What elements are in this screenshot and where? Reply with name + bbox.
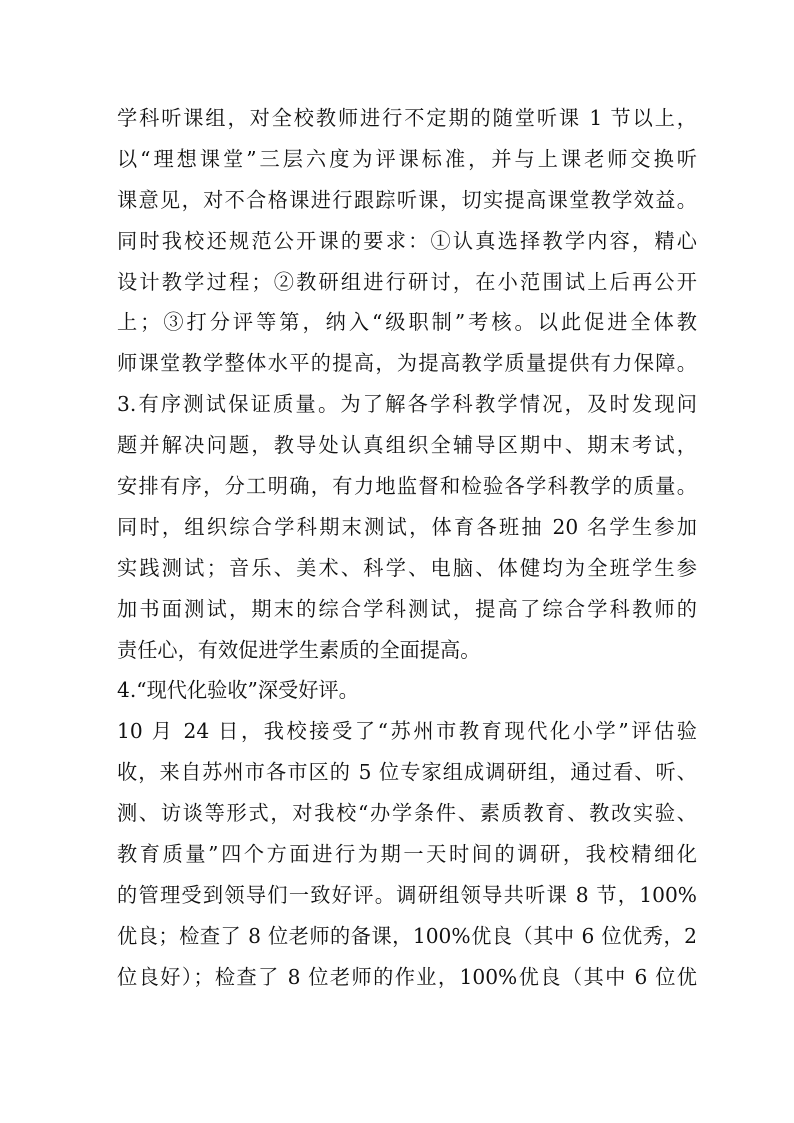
text-line: 题并解决问题，教导处认真组织全辅导区期中、期末考试， (117, 433, 697, 458)
text-line: 责任心，有效促进学生素质的全面提高。 (117, 637, 481, 662)
text-line: 教育质量”四个方面进行为期一天时间的调研，我校精细化 (117, 842, 697, 867)
text-line: 安排有序，分工明确，有力地监督和检验各学科教学的质量。 (117, 474, 697, 499)
text-line: 4.“现代化验收”深受好评。 (117, 678, 359, 703)
text-line: 同时，组织综合学科期末测试，体育各班抽 20 名学生参加 (117, 514, 697, 539)
text-line: 实践测试；音乐、美术、科学、电脑、体健均为全班学生参 (117, 555, 697, 580)
text-line: 3.有序测试保证质量。为了解各学科教学情况，及时发现问 (117, 392, 697, 417)
text-line: 课意见，对不合格课进行跟踪听课，切实提高课堂教学效益。 (117, 187, 697, 212)
text-line: 设计教学过程；②教研组进行研讨，在小范围试上后再公开 (117, 269, 697, 294)
text-line: 优良；检查了 8 位老师的备课，100%优良（其中 6 位优秀，2 (117, 923, 697, 948)
text-line: 收，来自苏州市各市区的 5 位专家组成调研组，通过看、听、 (117, 760, 697, 785)
text-line: 师课堂教学整体水平的提高，为提高教学质量提供有力保障。 (117, 351, 697, 376)
text-line: 10 月 24 日，我校接受了“苏州市教育现代化小学”评估验 (117, 719, 697, 744)
text-line: 学科听课组，对全校教师进行不定期的随堂听课 1 节以上， (117, 106, 697, 130)
text-line: 同时我校还规范公开课的要求：①认真选择教学内容，精心 (117, 228, 697, 253)
text-line: 上；③打分评等第，纳入“级职制”考核。以此促进全体教 (117, 310, 697, 335)
text-line: 测、访谈等形式，对我校“办学条件、素质教育、教改实验、 (117, 801, 697, 826)
text-line: 以“理想课堂”三层六度为评课标准，并与上课老师交换听 (117, 146, 697, 171)
text-line: 位良好）；检查了 8 位老师的作业，100%优良（其中 6 位优 (117, 964, 697, 989)
text-line: 加书面测试，期末的综合学科测试，提高了综合学科教师的 (117, 596, 697, 621)
text-line: 的管理受到领导们一致好评。调研组领导共听课 8 节，100% (117, 882, 697, 907)
document-body (117, 98, 697, 998)
